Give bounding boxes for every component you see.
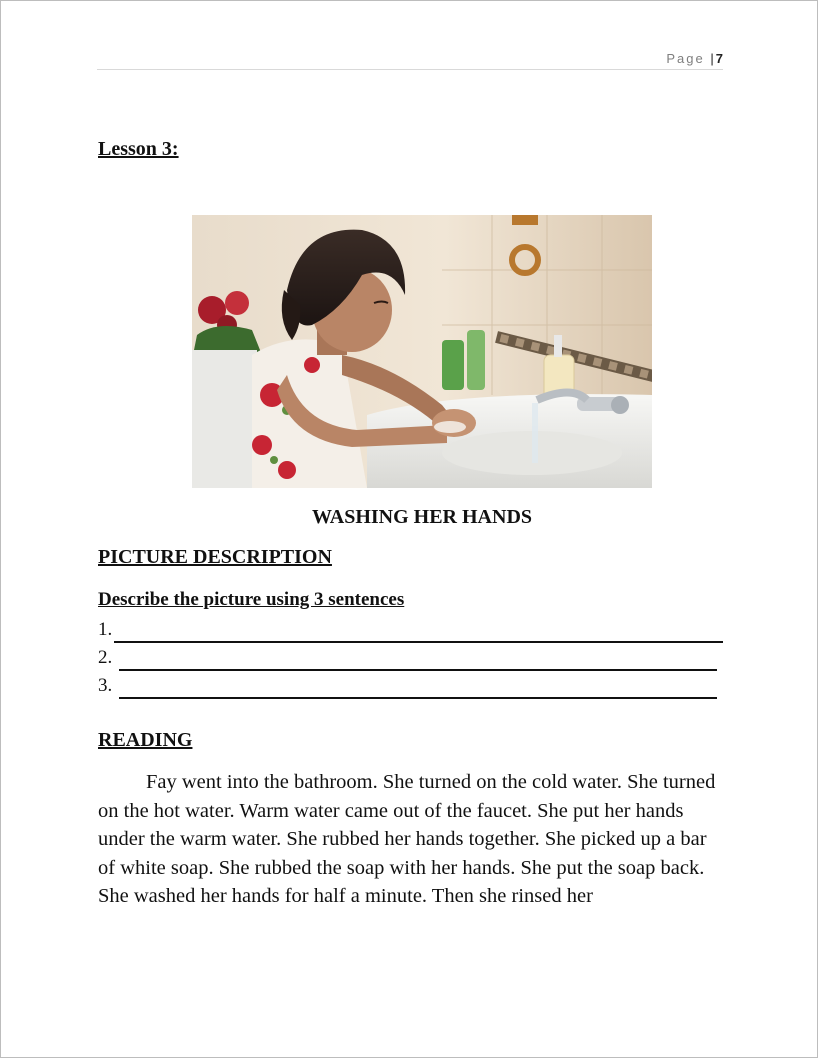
reading-heading: READING: [98, 729, 193, 751]
reading-passage: Fay went into the bathroom. She turned on the cold water. She turned on the hot water. Warm water came out of the faucet. She put her hands under the warm water. She rubbed her hands together. She picked up a bar of white soap. She rubbed the soap with her hands. She put the soap back. She washed her hands for half a minute. Then she rinsed her: [98, 771, 716, 907]
answer-number: 2.: [98, 647, 113, 668]
girl-washing-hands-photo: [192, 215, 652, 488]
page-number: 7: [715, 51, 723, 66]
answer-rule: [119, 669, 717, 671]
header-separator: |: [706, 51, 714, 66]
answer-line-3[interactable]: [98, 673, 723, 699]
answer-line-1[interactable]: [98, 617, 723, 643]
page-number-label: [666, 51, 723, 66]
answer-number: 3.: [98, 675, 113, 696]
answer-rule: [114, 641, 723, 643]
page-header: [97, 49, 723, 70]
answer-number: 1.: [98, 619, 113, 640]
page-label: Page: [666, 51, 705, 66]
answer-line-2[interactable]: [98, 645, 723, 671]
picture-caption: WASHING HER HANDS: [311, 506, 533, 528]
picture-description-instruction: Describe the picture using 3 sentences: [98, 589, 405, 610]
lesson-title: Lesson 3:: [98, 138, 179, 160]
answer-rule: [119, 697, 717, 699]
picture-description-heading: PICTURE DESCRIPTION: [98, 546, 332, 568]
